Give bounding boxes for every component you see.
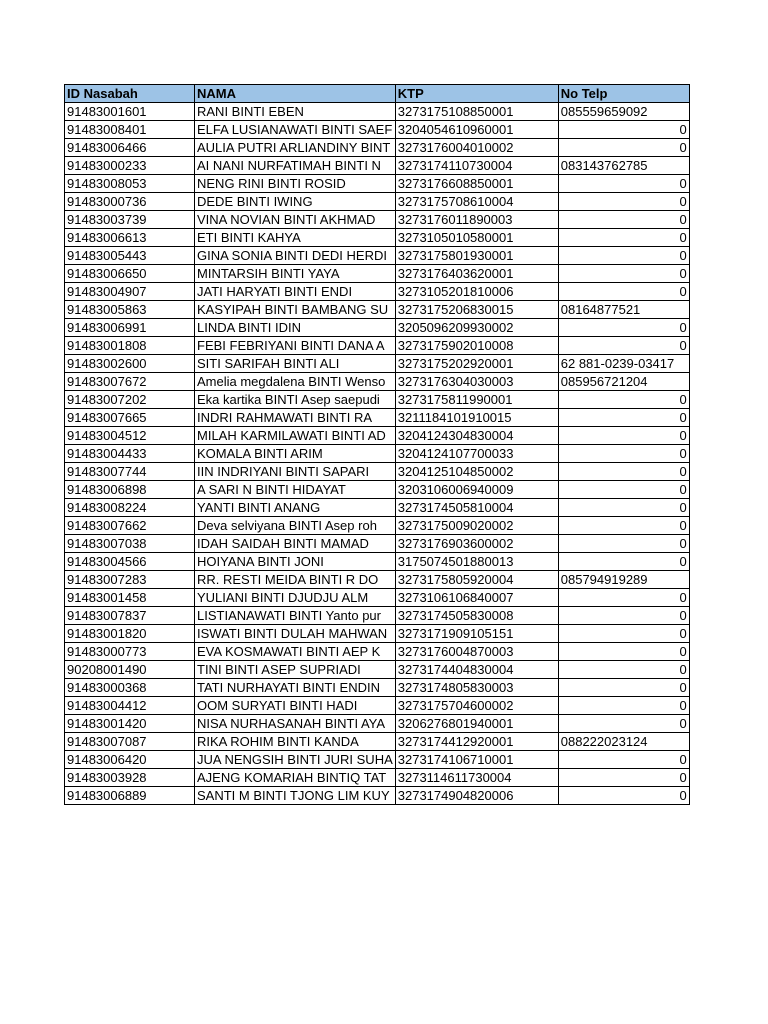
table-row bbox=[65, 265, 690, 283]
table-row bbox=[65, 481, 690, 499]
cell-ktp[interactable]: 3273174505810004 bbox=[395, 499, 558, 517]
cell-id-nasabah[interactable]: 91483001820 bbox=[65, 625, 195, 643]
cell-no-telp[interactable]: 085559659092 bbox=[558, 103, 689, 121]
cell-id-nasabah[interactable]: 91483007087 bbox=[65, 733, 195, 751]
cell-id-nasabah[interactable]: 91483008401 bbox=[65, 121, 195, 139]
header-ktp[interactable]: KTP bbox=[395, 85, 558, 103]
table-row bbox=[65, 373, 690, 391]
cell-id-nasabah[interactable]: 91483007665 bbox=[65, 409, 195, 427]
table-row bbox=[65, 445, 690, 463]
cell-ktp[interactable]: 3273176403620001 bbox=[395, 265, 558, 283]
cell-nama[interactable]: A SARI N BINTI HIDAYAT bbox=[195, 481, 396, 499]
table-row bbox=[65, 715, 690, 733]
cell-no-telp[interactable]: 0 bbox=[558, 643, 689, 661]
cell-id-nasabah[interactable]: 91483003739 bbox=[65, 211, 195, 229]
cell-ktp[interactable]: 3273174505830008 bbox=[395, 607, 558, 625]
table-row bbox=[65, 139, 690, 157]
cell-no-telp[interactable]: 0 bbox=[558, 427, 689, 445]
cell-id-nasabah[interactable]: 91483002600 bbox=[65, 355, 195, 373]
cell-id-nasabah[interactable]: 91483007283 bbox=[65, 571, 195, 589]
cell-no-telp[interactable]: 085956721204 bbox=[558, 373, 689, 391]
table-row bbox=[65, 391, 690, 409]
cell-ktp[interactable]: 3203106006940009 bbox=[395, 481, 558, 499]
cell-no-telp[interactable]: 0 bbox=[558, 769, 689, 787]
table-row bbox=[65, 571, 690, 589]
cell-nama[interactable]: Amelia megdalena BINTI Wenso bbox=[195, 373, 396, 391]
cell-id-nasabah[interactable]: 91483007038 bbox=[65, 535, 195, 553]
cell-no-telp[interactable]: 0 bbox=[558, 319, 689, 337]
cell-nama[interactable]: AULIA PUTRI ARLIANDINY BINT bbox=[195, 139, 396, 157]
cell-id-nasabah[interactable]: 91483006420 bbox=[65, 751, 195, 769]
cell-ktp[interactable]: 3204124107700033 bbox=[395, 445, 558, 463]
table-row bbox=[65, 589, 690, 607]
cell-ktp[interactable]: 3211184101910015 bbox=[395, 409, 558, 427]
cell-id-nasabah[interactable]: 91483006898 bbox=[65, 481, 195, 499]
cell-nama[interactable]: NENG RINI BINTI ROSID bbox=[195, 175, 396, 193]
cell-ktp[interactable]: 3204054610960001 bbox=[395, 121, 558, 139]
cell-id-nasabah[interactable]: 91483007662 bbox=[65, 517, 195, 535]
cell-ktp[interactable]: 3273105010580001 bbox=[395, 229, 558, 247]
table-row bbox=[65, 787, 690, 805]
cell-no-telp[interactable]: 0 bbox=[558, 445, 689, 463]
cell-no-telp[interactable]: 0 bbox=[558, 337, 689, 355]
cell-ktp[interactable]: 3273174106710001 bbox=[395, 751, 558, 769]
cell-nama[interactable]: ISWATI BINTI DULAH MAHWAN bbox=[195, 625, 396, 643]
cell-nama[interactable]: IDAH SAIDAH BINTI MAMAD bbox=[195, 535, 396, 553]
cell-no-telp[interactable]: 0 bbox=[558, 679, 689, 697]
cell-ktp[interactable]: 3273105201810006 bbox=[395, 283, 558, 301]
cell-no-telp[interactable]: 088222023124 bbox=[558, 733, 689, 751]
table-row bbox=[65, 103, 690, 121]
cell-ktp[interactable]: 3273175206830015 bbox=[395, 301, 558, 319]
cell-id-nasabah[interactable]: 91483000773 bbox=[65, 643, 195, 661]
cell-ktp[interactable]: 3175074501880013 bbox=[395, 553, 558, 571]
cell-ktp[interactable]: 3273175805920004 bbox=[395, 571, 558, 589]
cell-nama[interactable]: SITI SARIFAH BINTI ALI bbox=[195, 355, 396, 373]
cell-id-nasabah[interactable]: 91483006466 bbox=[65, 139, 195, 157]
cell-no-telp[interactable]: 0 bbox=[558, 265, 689, 283]
cell-no-telp[interactable]: 0 bbox=[558, 625, 689, 643]
cell-ktp[interactable]: 3273174805830003 bbox=[395, 679, 558, 697]
cell-nama[interactable]: RR. RESTI MEIDA BINTI R DO bbox=[195, 571, 396, 589]
cell-id-nasabah[interactable]: 91483006991 bbox=[65, 319, 195, 337]
cell-nama[interactable]: JATI HARYATI BINTI ENDI bbox=[195, 283, 396, 301]
cell-nama[interactable]: KASYIPAH BINTI BAMBANG SU bbox=[195, 301, 396, 319]
cell-no-telp[interactable]: 085794919289 bbox=[558, 571, 689, 589]
cell-id-nasabah[interactable]: 91483000736 bbox=[65, 193, 195, 211]
cell-id-nasabah[interactable]: 91483004433 bbox=[65, 445, 195, 463]
cell-nama[interactable]: YANTI BINTI ANANG bbox=[195, 499, 396, 517]
cell-id-nasabah[interactable]: 91483004907 bbox=[65, 283, 195, 301]
cell-id-nasabah[interactable]: 91483000233 bbox=[65, 157, 195, 175]
cell-ktp[interactable]: 3273176004010002 bbox=[395, 139, 558, 157]
cell-no-telp[interactable]: 0 bbox=[558, 229, 689, 247]
cell-no-telp[interactable]: 62 881-0239-03417 bbox=[558, 355, 689, 373]
cell-nama[interactable]: RANI BINTI EBEN bbox=[195, 103, 396, 121]
cell-id-nasabah[interactable]: 91483006889 bbox=[65, 787, 195, 805]
cell-nama[interactable]: AI NANI NURFATIMAH BINTI N bbox=[195, 157, 396, 175]
cell-no-telp[interactable]: 0 bbox=[558, 193, 689, 211]
cell-no-telp[interactable]: 0 bbox=[558, 211, 689, 229]
cell-id-nasabah[interactable]: 91483001808 bbox=[65, 337, 195, 355]
cell-id-nasabah[interactable]: 91483006650 bbox=[65, 265, 195, 283]
table-row bbox=[65, 427, 690, 445]
header-nama[interactable]: NAMA bbox=[195, 85, 396, 103]
cell-no-telp[interactable]: 083143762785 bbox=[558, 157, 689, 175]
cell-ktp[interactable]: 3273176011890003 bbox=[395, 211, 558, 229]
table-row bbox=[65, 175, 690, 193]
cell-nama[interactable]: ELFA LUSIANAWATI BINTI SAEF bbox=[195, 121, 396, 139]
cell-ktp[interactable]: 3273175708610004 bbox=[395, 193, 558, 211]
cell-no-telp[interactable]: 0 bbox=[558, 661, 689, 679]
table-row bbox=[65, 679, 690, 697]
cell-ktp[interactable]: 3273175202920001 bbox=[395, 355, 558, 373]
cell-no-telp[interactable]: 0 bbox=[558, 283, 689, 301]
cell-no-telp[interactable]: 0 bbox=[558, 481, 689, 499]
header-id-nasabah[interactable]: ID Nasabah bbox=[65, 85, 195, 103]
cell-id-nasabah[interactable]: 91483003928 bbox=[65, 769, 195, 787]
table-row bbox=[65, 499, 690, 517]
cell-id-nasabah[interactable]: 91483001601 bbox=[65, 103, 195, 121]
cell-ktp[interactable]: 3204125104850002 bbox=[395, 463, 558, 481]
cell-nama[interactable]: FEBI FEBRIYANI BINTI DANA A bbox=[195, 337, 396, 355]
cell-id-nasabah[interactable]: 91483007837 bbox=[65, 607, 195, 625]
cell-no-telp[interactable]: 0 bbox=[558, 589, 689, 607]
cell-id-nasabah[interactable]: 91483005863 bbox=[65, 301, 195, 319]
cell-id-nasabah[interactable]: 91483008053 bbox=[65, 175, 195, 193]
cell-nama[interactable]: MILAH KARMILAWATI BINTI AD bbox=[195, 427, 396, 445]
cell-no-telp[interactable]: 0 bbox=[558, 553, 689, 571]
table-row bbox=[65, 409, 690, 427]
cell-nama[interactable]: VINA NOVIAN BINTI AKHMAD bbox=[195, 211, 396, 229]
table-row bbox=[65, 535, 690, 553]
cell-id-nasabah[interactable]: 90208001490 bbox=[65, 661, 195, 679]
cell-ktp[interactable]: 3273176304030003 bbox=[395, 373, 558, 391]
customer-table bbox=[64, 84, 690, 805]
table-body bbox=[65, 103, 690, 805]
cell-id-nasabah[interactable]: 91483004412 bbox=[65, 697, 195, 715]
table-row bbox=[65, 121, 690, 139]
cell-ktp[interactable]: 3273175801930001 bbox=[395, 247, 558, 265]
cell-id-nasabah[interactable]: 91483007672 bbox=[65, 373, 195, 391]
cell-ktp[interactable]: 3273175009020002 bbox=[395, 517, 558, 535]
header-no-telp[interactable]: No Telp bbox=[558, 85, 689, 103]
cell-no-telp[interactable]: 0 bbox=[558, 697, 689, 715]
table-row bbox=[65, 553, 690, 571]
cell-nama[interactable]: NISA NURHASANAH BINTI AYA bbox=[195, 715, 396, 733]
cell-no-telp[interactable]: 0 bbox=[558, 409, 689, 427]
table-row bbox=[65, 517, 690, 535]
table-row bbox=[65, 247, 690, 265]
table-row bbox=[65, 607, 690, 625]
cell-ktp[interactable]: 3273176608850001 bbox=[395, 175, 558, 193]
table-row bbox=[65, 337, 690, 355]
table-row bbox=[65, 751, 690, 769]
table-row bbox=[65, 625, 690, 643]
cell-nama[interactable]: INDRI RAHMAWATI BINTI RA bbox=[195, 409, 396, 427]
cell-id-nasabah[interactable]: 91483008224 bbox=[65, 499, 195, 517]
cell-id-nasabah[interactable]: 91483004512 bbox=[65, 427, 195, 445]
cell-no-telp[interactable]: 0 bbox=[558, 715, 689, 733]
cell-nama[interactable]: SANTI M BINTI TJONG LIM KUY bbox=[195, 787, 396, 805]
cell-nama[interactable]: KOMALA BINTI ARIM bbox=[195, 445, 396, 463]
cell-id-nasabah[interactable]: 91483001458 bbox=[65, 589, 195, 607]
cell-id-nasabah[interactable]: 91483007744 bbox=[65, 463, 195, 481]
cell-ktp[interactable]: 3273176004870003 bbox=[395, 643, 558, 661]
cell-nama[interactable]: YULIANI BINTI DJUDJU ALM bbox=[195, 589, 396, 607]
cell-no-telp[interactable]: 08164877521 bbox=[558, 301, 689, 319]
cell-no-telp[interactable]: 0 bbox=[558, 463, 689, 481]
table-row bbox=[65, 355, 690, 373]
table-row bbox=[65, 643, 690, 661]
cell-no-telp[interactable]: 0 bbox=[558, 247, 689, 265]
cell-nama[interactable]: DEDE BINTI IWING bbox=[195, 193, 396, 211]
cell-no-telp[interactable]: 0 bbox=[558, 391, 689, 409]
cell-no-telp[interactable]: 0 bbox=[558, 607, 689, 625]
cell-id-nasabah[interactable]: 91483005443 bbox=[65, 247, 195, 265]
cell-ktp[interactable]: 3204124304830004 bbox=[395, 427, 558, 445]
cell-ktp[interactable]: 3273175704600002 bbox=[395, 697, 558, 715]
cell-nama[interactable]: MINTARSIH BINTI YAYA bbox=[195, 265, 396, 283]
cell-ktp[interactable]: 3273114611730004 bbox=[395, 769, 558, 787]
cell-ktp[interactable]: 3273174904820006 bbox=[395, 787, 558, 805]
cell-no-telp[interactable]: 0 bbox=[558, 787, 689, 805]
cell-no-telp[interactable]: 0 bbox=[558, 535, 689, 553]
header-row bbox=[65, 85, 690, 103]
cell-ktp[interactable]: 3273175811990001 bbox=[395, 391, 558, 409]
table-row bbox=[65, 769, 690, 787]
table-row bbox=[65, 283, 690, 301]
cell-nama[interactable]: RIKA ROHIM BINTI KANDA bbox=[195, 733, 396, 751]
cell-ktp[interactable]: 3273174412920001 bbox=[395, 733, 558, 751]
cell-nama[interactable]: TATI NURHAYATI BINTI ENDIN bbox=[195, 679, 396, 697]
cell-id-nasabah[interactable]: 91483007202 bbox=[65, 391, 195, 409]
cell-no-telp[interactable]: 0 bbox=[558, 139, 689, 157]
cell-nama[interactable]: LINDA BINTI IDIN bbox=[195, 319, 396, 337]
cell-ktp[interactable]: 3273176903600002 bbox=[395, 535, 558, 553]
cell-ktp[interactable]: 3273171909105151 bbox=[395, 625, 558, 643]
cell-id-nasabah[interactable]: 91483000368 bbox=[65, 679, 195, 697]
cell-nama[interactable]: Deva selviyana BINTI Asep roh bbox=[195, 517, 396, 535]
cell-ktp[interactable]: 3205096209930002 bbox=[395, 319, 558, 337]
cell-nama[interactable]: IIN INDRIYANI BINTI SAPARI bbox=[195, 463, 396, 481]
table-row bbox=[65, 319, 690, 337]
cell-ktp[interactable]: 3273174110730004 bbox=[395, 157, 558, 175]
cell-ktp[interactable]: 3273175902010008 bbox=[395, 337, 558, 355]
table-row bbox=[65, 733, 690, 751]
cell-nama[interactable]: Eka kartika BINTI Asep saepudi bbox=[195, 391, 396, 409]
cell-id-nasabah[interactable]: 91483006613 bbox=[65, 229, 195, 247]
cell-no-telp[interactable]: 0 bbox=[558, 517, 689, 535]
cell-nama[interactable]: EVA KOSMAWATI BINTI AEP K bbox=[195, 643, 396, 661]
cell-no-telp[interactable]: 0 bbox=[558, 499, 689, 517]
table-row bbox=[65, 229, 690, 247]
cell-ktp[interactable]: 3273106106840007 bbox=[395, 589, 558, 607]
cell-ktp[interactable]: 3273174404830004 bbox=[395, 661, 558, 679]
cell-nama[interactable]: GINA SONIA BINTI DEDI HERDI bbox=[195, 247, 396, 265]
cell-nama[interactable]: LISTIANAWATI BINTI Yanto pur bbox=[195, 607, 396, 625]
table-row bbox=[65, 697, 690, 715]
cell-nama[interactable]: JUA NENGSIH BINTI JURI SUHA bbox=[195, 751, 396, 769]
table-row bbox=[65, 301, 690, 319]
cell-nama[interactable]: ETI BINTI KAHYA bbox=[195, 229, 396, 247]
cell-nama[interactable]: OOM SURYATI BINTI HADI bbox=[195, 697, 396, 715]
cell-nama[interactable]: TINI BINTI ASEP SUPRIADI bbox=[195, 661, 396, 679]
table-row bbox=[65, 157, 690, 175]
cell-id-nasabah[interactable]: 91483004566 bbox=[65, 553, 195, 571]
table-row bbox=[65, 193, 690, 211]
table-row bbox=[65, 661, 690, 679]
table-row bbox=[65, 211, 690, 229]
cell-no-telp[interactable]: 0 bbox=[558, 175, 689, 193]
cell-no-telp[interactable]: 0 bbox=[558, 751, 689, 769]
table-row bbox=[65, 463, 690, 481]
cell-nama[interactable]: HOIYANA BINTI JONI bbox=[195, 553, 396, 571]
cell-id-nasabah[interactable]: 91483001420 bbox=[65, 715, 195, 733]
cell-ktp[interactable]: 3206276801940001 bbox=[395, 715, 558, 733]
cell-ktp[interactable]: 3273175108850001 bbox=[395, 103, 558, 121]
cell-nama[interactable]: AJENG KOMARIAH BINTIQ TAT bbox=[195, 769, 396, 787]
cell-no-telp[interactable]: 0 bbox=[558, 121, 689, 139]
